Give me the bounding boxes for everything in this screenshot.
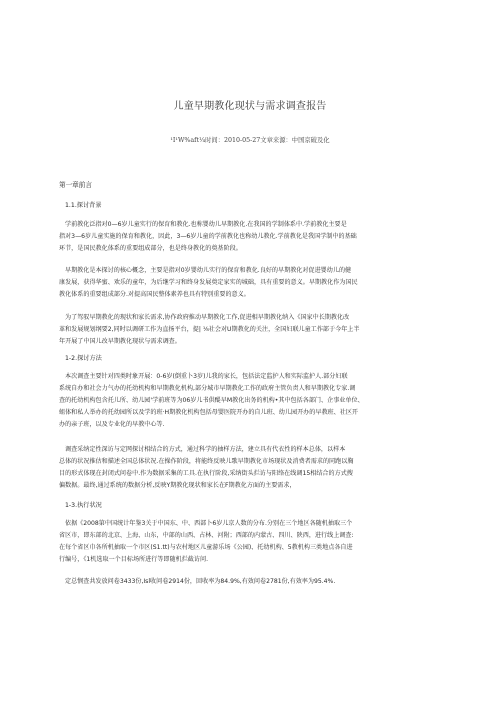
text-line: 查的托幼机构包含托儿所、幼儿园'学前班等为06岁儿书供醍早M教化出务的机构•其中包括各部门、企事业单位、 bbox=[59, 397, 364, 404]
paragraph-5 bbox=[59, 444, 449, 492]
section-heading-1-3: 1-3.执行状况 bbox=[65, 502, 102, 509]
text-line: 省区市，即东部的北京、上海、山东，中部的山西、占林、河附；西部的内蒙古、四川、陕西，进行线上调查: bbox=[59, 532, 354, 539]
text-line: 定总悯查共发放问卷3433份,Isl收问卷2914份，回收率为84.9%,有效问卷2781份,有效率为95.4%. bbox=[65, 578, 336, 585]
text-line: 环节，是国民教化体系的重要组成部分，也是终身教化的奠基阶段。 bbox=[59, 245, 242, 252]
text-line: 康发展，获得华蜜、欢乐的童年，为后继学习和终身发展奠定家实的城础，具有重要的意义。早期教化作为国民 bbox=[59, 279, 358, 286]
paragraph-1 bbox=[59, 219, 449, 255]
document-meta: ¹I¹W%aft¼时间：2010-05-27文章来源：中国京破及化 bbox=[170, 137, 330, 144]
paragraph-3 bbox=[59, 312, 449, 348]
text-line: 系统自办和社会力气办的托幼机构和早期教化机构,部分城市早期教化工作的政府主管负责人和早期教化专家.调 bbox=[59, 385, 356, 392]
section-heading-1-1: 1.1.探讨背景 bbox=[65, 202, 102, 209]
text-line: 调查采纳定性深访与定网探讨相结合的方式，通过科学的抽样方法，建立具有代衣性的样本总体，以样本 bbox=[65, 446, 346, 453]
text-line: 偏数据。最终,通过系统的数据分析,反映Y期教化现状和家长在F期教化方面的主要需求， bbox=[59, 482, 296, 489]
paragraph-6 bbox=[59, 518, 449, 566]
section-heading-1-2: 1-2.探讨方法 bbox=[65, 355, 102, 362]
text-line: 总体的状况推估和描述全国总体状况.在操作阶段，将能终反映儿歌早期教化市场现状及消费者需求的同跑以胸 bbox=[59, 458, 354, 465]
text-line: 年开展了中国儿改早期教化现状与需求调查。 bbox=[59, 338, 181, 345]
text-line: 学前教化泛指对0—6岁儿童实行的保育和教化.也称婴幼儿早期教化.在我国的学制体系中.学前教化主要是 bbox=[65, 221, 347, 228]
text-line: 指对3—6岁儿童实施的保育和教化，因此，3—6岁儿童的学前教化也称幼儿教化.学前教化是我国学制中的基础 bbox=[59, 233, 357, 240]
text-line: 目的形式体现在封闭式问卷中.作为数据采集的工具.在执行阶段,采纳街头拦访与阳络在线调15相结合的方式搜 bbox=[59, 470, 353, 477]
text-line: 蛆体和私人举办的托幼园所以及学的班·H期教化机构包括母婴医院开办的自儿班、幼儿园开办的早教班、社区开 bbox=[59, 409, 359, 416]
paragraph-4 bbox=[59, 371, 449, 431]
document-title: 儿童早期教化现状与需求调查报告 bbox=[173, 101, 327, 112]
text-line: 在每个省区巾各所机抽取一个市区(S1.tt)与农村地区儿童游乐场《公园)、托幼机构、5教机构三类地点各自进 bbox=[59, 544, 353, 551]
text-line: 教化体系的重要组成部分.对提高国民整体素养也具有特别重要的意义。 bbox=[59, 291, 250, 298]
text-line: 本次调查主要针对四类时象开展：0-6岁(倒重卜3岁)儿我的家长，包括法定监护人和实际监护人.部分妇联 bbox=[65, 373, 348, 380]
text-line: 办的亲子班，以及专业化的早教中心等. bbox=[59, 421, 165, 428]
text-line: 早期教化是本探讨的核心概念，主要是指对0岁婴幼儿实行的保育和教化.良好的早期教化对促进婴幼儿的健 bbox=[65, 267, 352, 274]
chapter-heading: 第一章前言 bbox=[59, 181, 92, 189]
text-line: 依据《2008第中国统计年鉴3关于中国东、中、西部卜6岁儿京人数的分布.分别在三个地区各随机抽取三个 bbox=[65, 520, 353, 527]
paragraph-7 bbox=[59, 576, 449, 588]
text-line: 革和发展规划纲要2,同时以调研工作为直扬平台，提| ⅛社会对U期教化的关注，全国妇联儿童工作部于今年上半 bbox=[59, 326, 360, 333]
text-line: 行编号，《1机选取一个目标场所进行等即随机拦截访问. bbox=[59, 556, 209, 563]
paragraph-2 bbox=[59, 265, 449, 301]
text-line: 为了驾驭早期教化的现状和家长需求,协作政府推动早期教化工作,促进相早期教化纳入《国家中长期教化改 bbox=[65, 314, 350, 321]
